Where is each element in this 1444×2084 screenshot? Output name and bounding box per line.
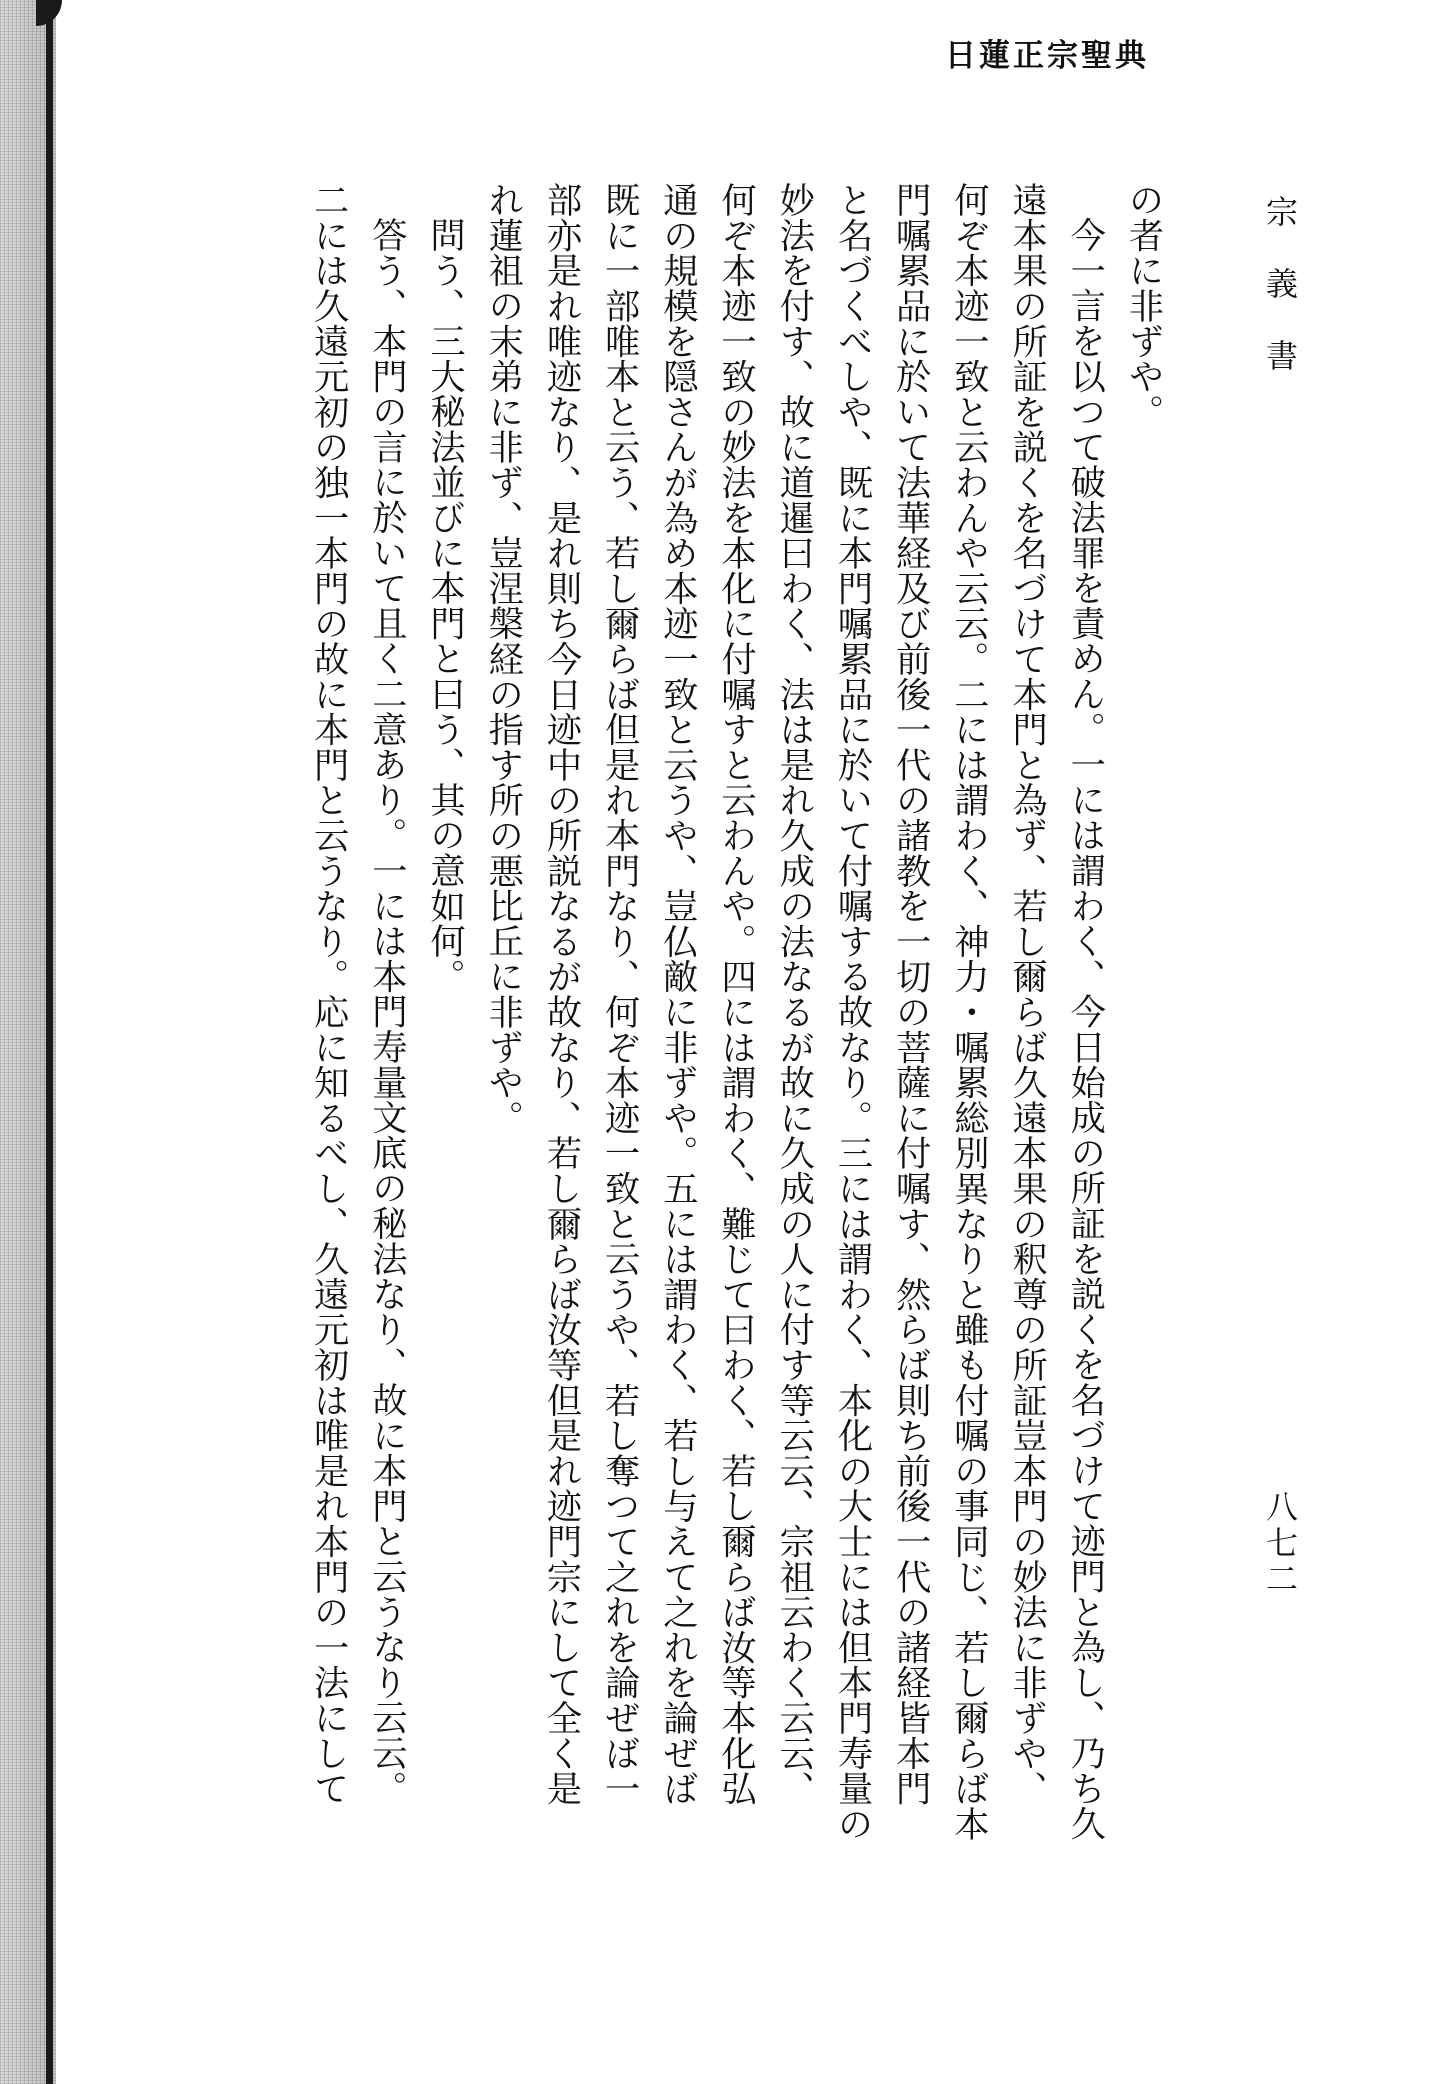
text-line: 何ぞ本迹一致と云わんや云云。二には謂わく、神力・嘱累総別異なりと雖も付嘱の事同じ、若し爾らば本 xyxy=(948,182,990,1842)
text-line: と名づくべしや、既に本門嘱累品に於いて付嘱する故なり。三には謂わく、本化の大士には但本門寿量の xyxy=(831,182,873,1842)
binding-rule xyxy=(46,0,53,2084)
text-line: れ蓮祖の末弟に非ず、豈涅槃経の指す所の悪比丘に非ずや。 xyxy=(482,182,524,1136)
text-line: 部亦是れ唯迹なり、是れ則ち今日迹中の所説なるが故なり、若し爾らば汝等但是れ迹門宗にして全く是 xyxy=(540,182,582,1806)
text-line: 妙法を付す、故に道暹曰わく、法は是れ久成の法なるが故に久成の人に付す等云云、宗祖云わく云云、 xyxy=(773,182,815,1806)
text-line: 今一言を以つて破法罪を責めん。一には謂わく、今日始成の所証を説くを名づけて迹門と為し、乃ち久 xyxy=(1064,217,1106,1842)
text-line: 問う、三大秘法並びに本門と曰う、其の意如何。 xyxy=(424,217,466,994)
binding-corner xyxy=(36,0,62,26)
text-line: 何ぞ本迹一致の妙法を本化に付嘱すと云わんや。四には謂わく、難じて曰わく、若し爾らば汝等本化弘 xyxy=(715,182,757,1806)
text-line: 門嘱累品に於いて法華経及び前後一代の諸教を一切の菩薩に付嘱す、然らば則ち前後一代の諸経皆本門 xyxy=(890,182,932,1806)
section-title: 宗義書 xyxy=(1261,195,1299,411)
text-line: 二には久遠元初の独一本門の故に本門と云うなり。応に知るべし、久遠元初は唯是れ本門の一法にして xyxy=(308,182,350,1806)
text-line: 答う、本門の言に於いて且く二意あり。一には本門寿量文底の秘法なり、故に本門と云うなり云云。 xyxy=(366,217,408,1806)
text-line: の者に非ずや。 xyxy=(1123,182,1164,430)
text-line: 既に一部唯本と云う、若し爾らば但是れ本門なり、何ぞ本迹一致と云うや、若し奪つて之れを論ぜば一 xyxy=(599,182,641,1806)
text-line: 通の規模を隠さんが為め本迹一致と云うや、豈仏敵に非ずや。五には謂わく、若し与えて之れを論ぜば xyxy=(657,182,699,1806)
text-line: 遠本果の所証を説くを名づけて本門と為ず、若し爾らば久遠本果の釈尊の所証豈本門の妙法に非ずや、 xyxy=(1006,182,1048,1806)
book-title: 日蓮正宗聖典 xyxy=(945,38,1149,74)
page-number: 八七二 xyxy=(1261,1490,1299,1598)
body-text xyxy=(172,182,1172,1972)
